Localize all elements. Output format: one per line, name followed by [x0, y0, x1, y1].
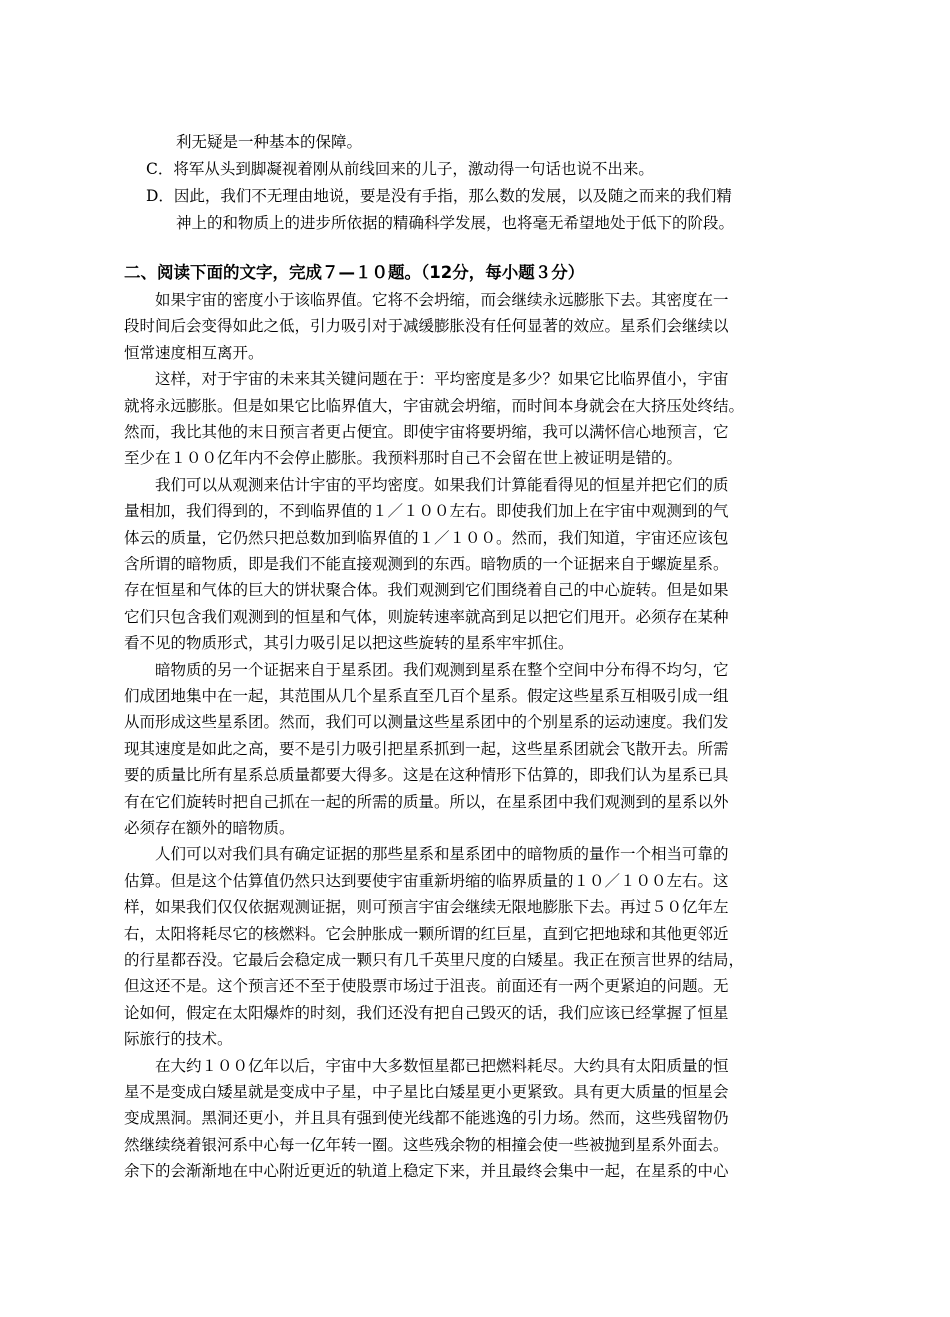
passage-line: 星不是变成白矮星就是变成中子星，中子星比白矮星更小更紧致。具有更大质量的恒星会 — [124, 1083, 729, 1101]
option-d-line-2: 神上的和物质上的进步所依据的精确科学发展，也将毫无希望地处于低下的阶段。 — [176, 214, 735, 232]
option-b-continuation: 利无疑是一种基本的保障。 — [176, 133, 363, 151]
passage-line: 暗物质的另一个证据来自于星系团。我们观测到星系在整个空间中分布得不均匀，它 — [155, 661, 729, 679]
passage-line: 的行星都吞没。它最后会稳定成一颗只有几千英里尺度的白矮星。我正在预言世界的结局， — [124, 951, 745, 969]
passage-line: 右，太阳将耗尽它的核燃料。它会肿胀成一颗所谓的红巨星，直到它把地球和其他更邻近 — [124, 925, 729, 943]
passage-line: 段时间后会变得如此之低，引力吸引对于减缓膨胀没有任何显著的效应。星系们会继续以 — [124, 317, 729, 335]
passage-line: 样，如果我们仅仅依据观测证据，则可预言宇宙会继续无限地膨胀下去。再过５０亿年左 — [124, 898, 729, 916]
passage-line: 际旅行的技术。 — [124, 1030, 233, 1048]
passage-line: 含所谓的暗物质，即是我们不能直接观测到的东西。暗物质的一个证据来自于螺旋星系。 — [124, 555, 729, 573]
passage-line: 现其速度是如此之高，要不是引力吸引把星系抓到一起，这些星系团就会飞散开去。所需 — [124, 740, 729, 758]
passage-line: 余下的会渐渐地在中心附近更近的轨道上稳定下来，并且最终会集中一起，在星系的中心 — [124, 1162, 729, 1180]
passage-line: 们成团地集中在一起，其范围从几个星系直至几百个星系。假定这些星系互相吸引成一组 — [124, 687, 729, 705]
passage-line: 体云的质量，它仍然只把总数加到临界值的１／１００。然而，我们知道，宇宙还应该包 — [124, 529, 729, 547]
passage-line: 要的质量比所有星系总质量都要大得多。这是在这种情形下估算的，即我们认为星系已具 — [124, 766, 729, 784]
passage-line: 恒常速度相互离开。 — [124, 344, 264, 362]
passage-line: 必须存在额外的暗物质。 — [124, 819, 295, 837]
passage-line: 我们可以从观测来估计宇宙的平均密度。如果我们计算能看得见的恒星并把它们的质 — [155, 476, 729, 494]
passage-line: 然继续绕着银河系中心每一亿年转一圈。这些残余物的相撞会使一些被抛到星系外面去。 — [124, 1136, 729, 1154]
section-heading: 二、阅读下面的文字，完成７—１０题。（12分，每小题３分） — [124, 263, 585, 282]
passage-line: 看不见的物质形式，其引力吸引足以把这些旋转的星系牢牢抓住。 — [124, 634, 574, 652]
passage-line: 有在它们旋转时把自己抓在一起的所需的质量。所以，在星系团中我们观测到的星系以外 — [124, 793, 729, 811]
passage-line: 人们可以对我们具有确定证据的那些星系和星系团中的暗物质的量作一个相当可靠的 — [155, 845, 729, 863]
passage-line: 然而，我比其他的末日预言者更占便宜。即使宇宙将要坍缩，我可以满怀信心地预言，它 — [124, 423, 729, 441]
passage-line: 从而形成这些星系团。然而，我们可以测量这些星系团中的个别星系的运动速度。我们发 — [124, 713, 729, 731]
passage-line: 存在恒星和气体的巨大的饼状聚合体。我们观测到它们围绕着自己的中心旋转。但是如果 — [124, 581, 729, 599]
option-d-line-1: D．因此，我们不无理由地说，要是没有手指，那么数的发展，以及随之而来的我们精 — [146, 187, 732, 205]
passage-line: 估算。但是这个估算值仍然只达到要使宇宙重新坍缩的临界质量的１０／１００左右。这 — [124, 872, 729, 890]
passage-line: 量相加，我们得到的，不到临界值的１／１００左右。即使我们加上在宇宙中观测到的气 — [124, 502, 729, 520]
passage-line: 就将永远膨胀。但是如果它比临界值大，宇宙就会坍缩，而时间本身就会在大挤压处终结。 — [124, 397, 745, 415]
passage-line: 变成黑洞。黑洞还更小，并且具有强到使光线都不能逃逸的引力场。然而，这些残留物仍 — [124, 1109, 729, 1127]
passage-line: 这样，对于宇宙的未来其关键问题在于：平均密度是多少？如果它比临界值小，宇宙 — [155, 370, 729, 388]
passage-line: 但这还不是。这个预言还不至于使股票市场过于沮丧。前面还有一两个更紧迫的问题。无 — [124, 977, 729, 995]
passage-line: 如果宇宙的密度小于该临界值。它将不会坍缩，而会继续永远膨胀下去。其密度在一 — [155, 291, 729, 309]
passage-line: 论如何，假定在太阳爆炸的时刻，我们还没有把自己毁灭的话，我们应该已经掌握了恒星 — [124, 1004, 729, 1022]
passage-line: 在大约１００亿年以后，宇宙中大多数恒星都已把燃料耗尽。大约具有太阳质量的恒 — [155, 1057, 729, 1075]
passage-line: 至少在１００亿年内不会停止膨胀。我预料那时自己不会留在世上被证明是错的。 — [124, 449, 683, 467]
option-c: C．将军从头到脚凝视着刚从前线回来的儿子，激动得一句话也说不出来。 — [146, 160, 654, 178]
passage-line: 它们只包含我们观测到的恒星和气体，则旋转速率就高到足以把它们甩开。必须存在某种 — [124, 608, 729, 626]
